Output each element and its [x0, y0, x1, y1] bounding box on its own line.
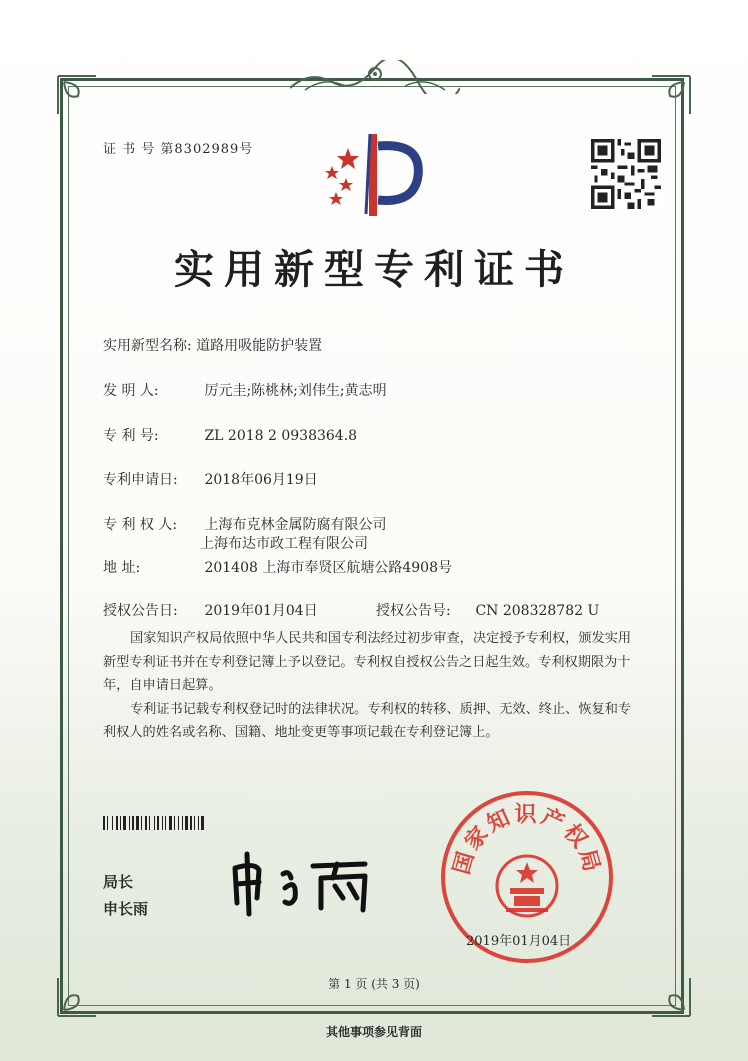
legal-statement-line: 国家知识产权局依照中华人民共和国专利法经过初步审查，决定授予专利权，颁发实用 [130, 631, 632, 646]
certificate-title: 实用新型专利证书 [174, 246, 574, 293]
certificate-number: 证 书 号 第8302989号 [103, 142, 254, 157]
page-number: 第 1 页 (共 3 页) [328, 977, 420, 991]
top-ornament [290, 60, 460, 94]
grant-number-row [376, 600, 599, 620]
seal-text: 国家知识产权局 [449, 802, 605, 878]
grant-date-label: 授权公告日: [103, 603, 178, 619]
address-value: 201408 上海市奉贤区航塘公路4908号 [204, 560, 452, 576]
director-name: 申长雨 [103, 900, 149, 918]
utility-model-name-label: 实用新型名称: [103, 338, 192, 354]
legal-statement-line: 新型专利证书并在专利登记簿上予以登记。专利权自授权公告之日起生效。专利权期限为十 [103, 654, 631, 670]
footer-note: 其他事项参见背面 [325, 1025, 422, 1039]
legal-statement-line: 利权人的姓名或名称、国籍、地址变更等事项记载在专利登记簿上。 [103, 725, 499, 740]
patentee-value-2: 上海布达市政工程有限公司 [200, 536, 368, 552]
grant-number-label: 授权公告号: [376, 603, 451, 619]
legal-statement-line: 专利证书记载专利权登记时的法律状况。专利权的转移、质押、无效、终止、恢复和专 [130, 701, 632, 717]
utility-model-name-value: 道路用吸能防护装置 [196, 338, 323, 354]
patentee-label: 专 利 权 人: [103, 517, 178, 533]
address-row [103, 557, 452, 577]
seal-date: 2019年01月04日 [466, 934, 572, 949]
grant-number-value: CN 208328782 U [475, 603, 600, 619]
patentee-value-1: 上海布克林金属防腐有限公司 [204, 517, 387, 533]
director-signature [225, 848, 385, 918]
inventor-label: 发 明 人: [103, 383, 159, 399]
patent-number-value: ZL 2018 2 0938364.8 [204, 428, 358, 444]
legal-statement [103, 627, 648, 745]
inventor-value: 厉元圭;陈桃林;刘伟生;黄志明 [204, 383, 387, 399]
patent-number-label: 专 利 号: [103, 428, 159, 444]
corner-ornament-top-right [632, 74, 692, 134]
barcode-icon [103, 816, 335, 830]
filing-date-label: 专利申请日: [103, 472, 178, 488]
director-title: 局长 [103, 873, 134, 891]
address-label: 地 址: [103, 560, 141, 576]
filing-date-value: 2018年06月19日 [204, 472, 318, 488]
grant-date-row [103, 600, 318, 620]
corner-ornament-top-left [56, 74, 116, 134]
patentee-row [103, 514, 386, 534]
qr-code-icon [591, 139, 661, 209]
inventor-row [103, 380, 387, 400]
patent-number-row [103, 425, 357, 445]
legal-statement-line: 年，自申请日起算。 [103, 678, 222, 693]
filing-date-row [103, 469, 318, 489]
utility-model-name-row [103, 335, 322, 355]
grant-date-value: 2019年01月04日 [204, 603, 318, 619]
cnipa-logo-icon [318, 128, 430, 220]
